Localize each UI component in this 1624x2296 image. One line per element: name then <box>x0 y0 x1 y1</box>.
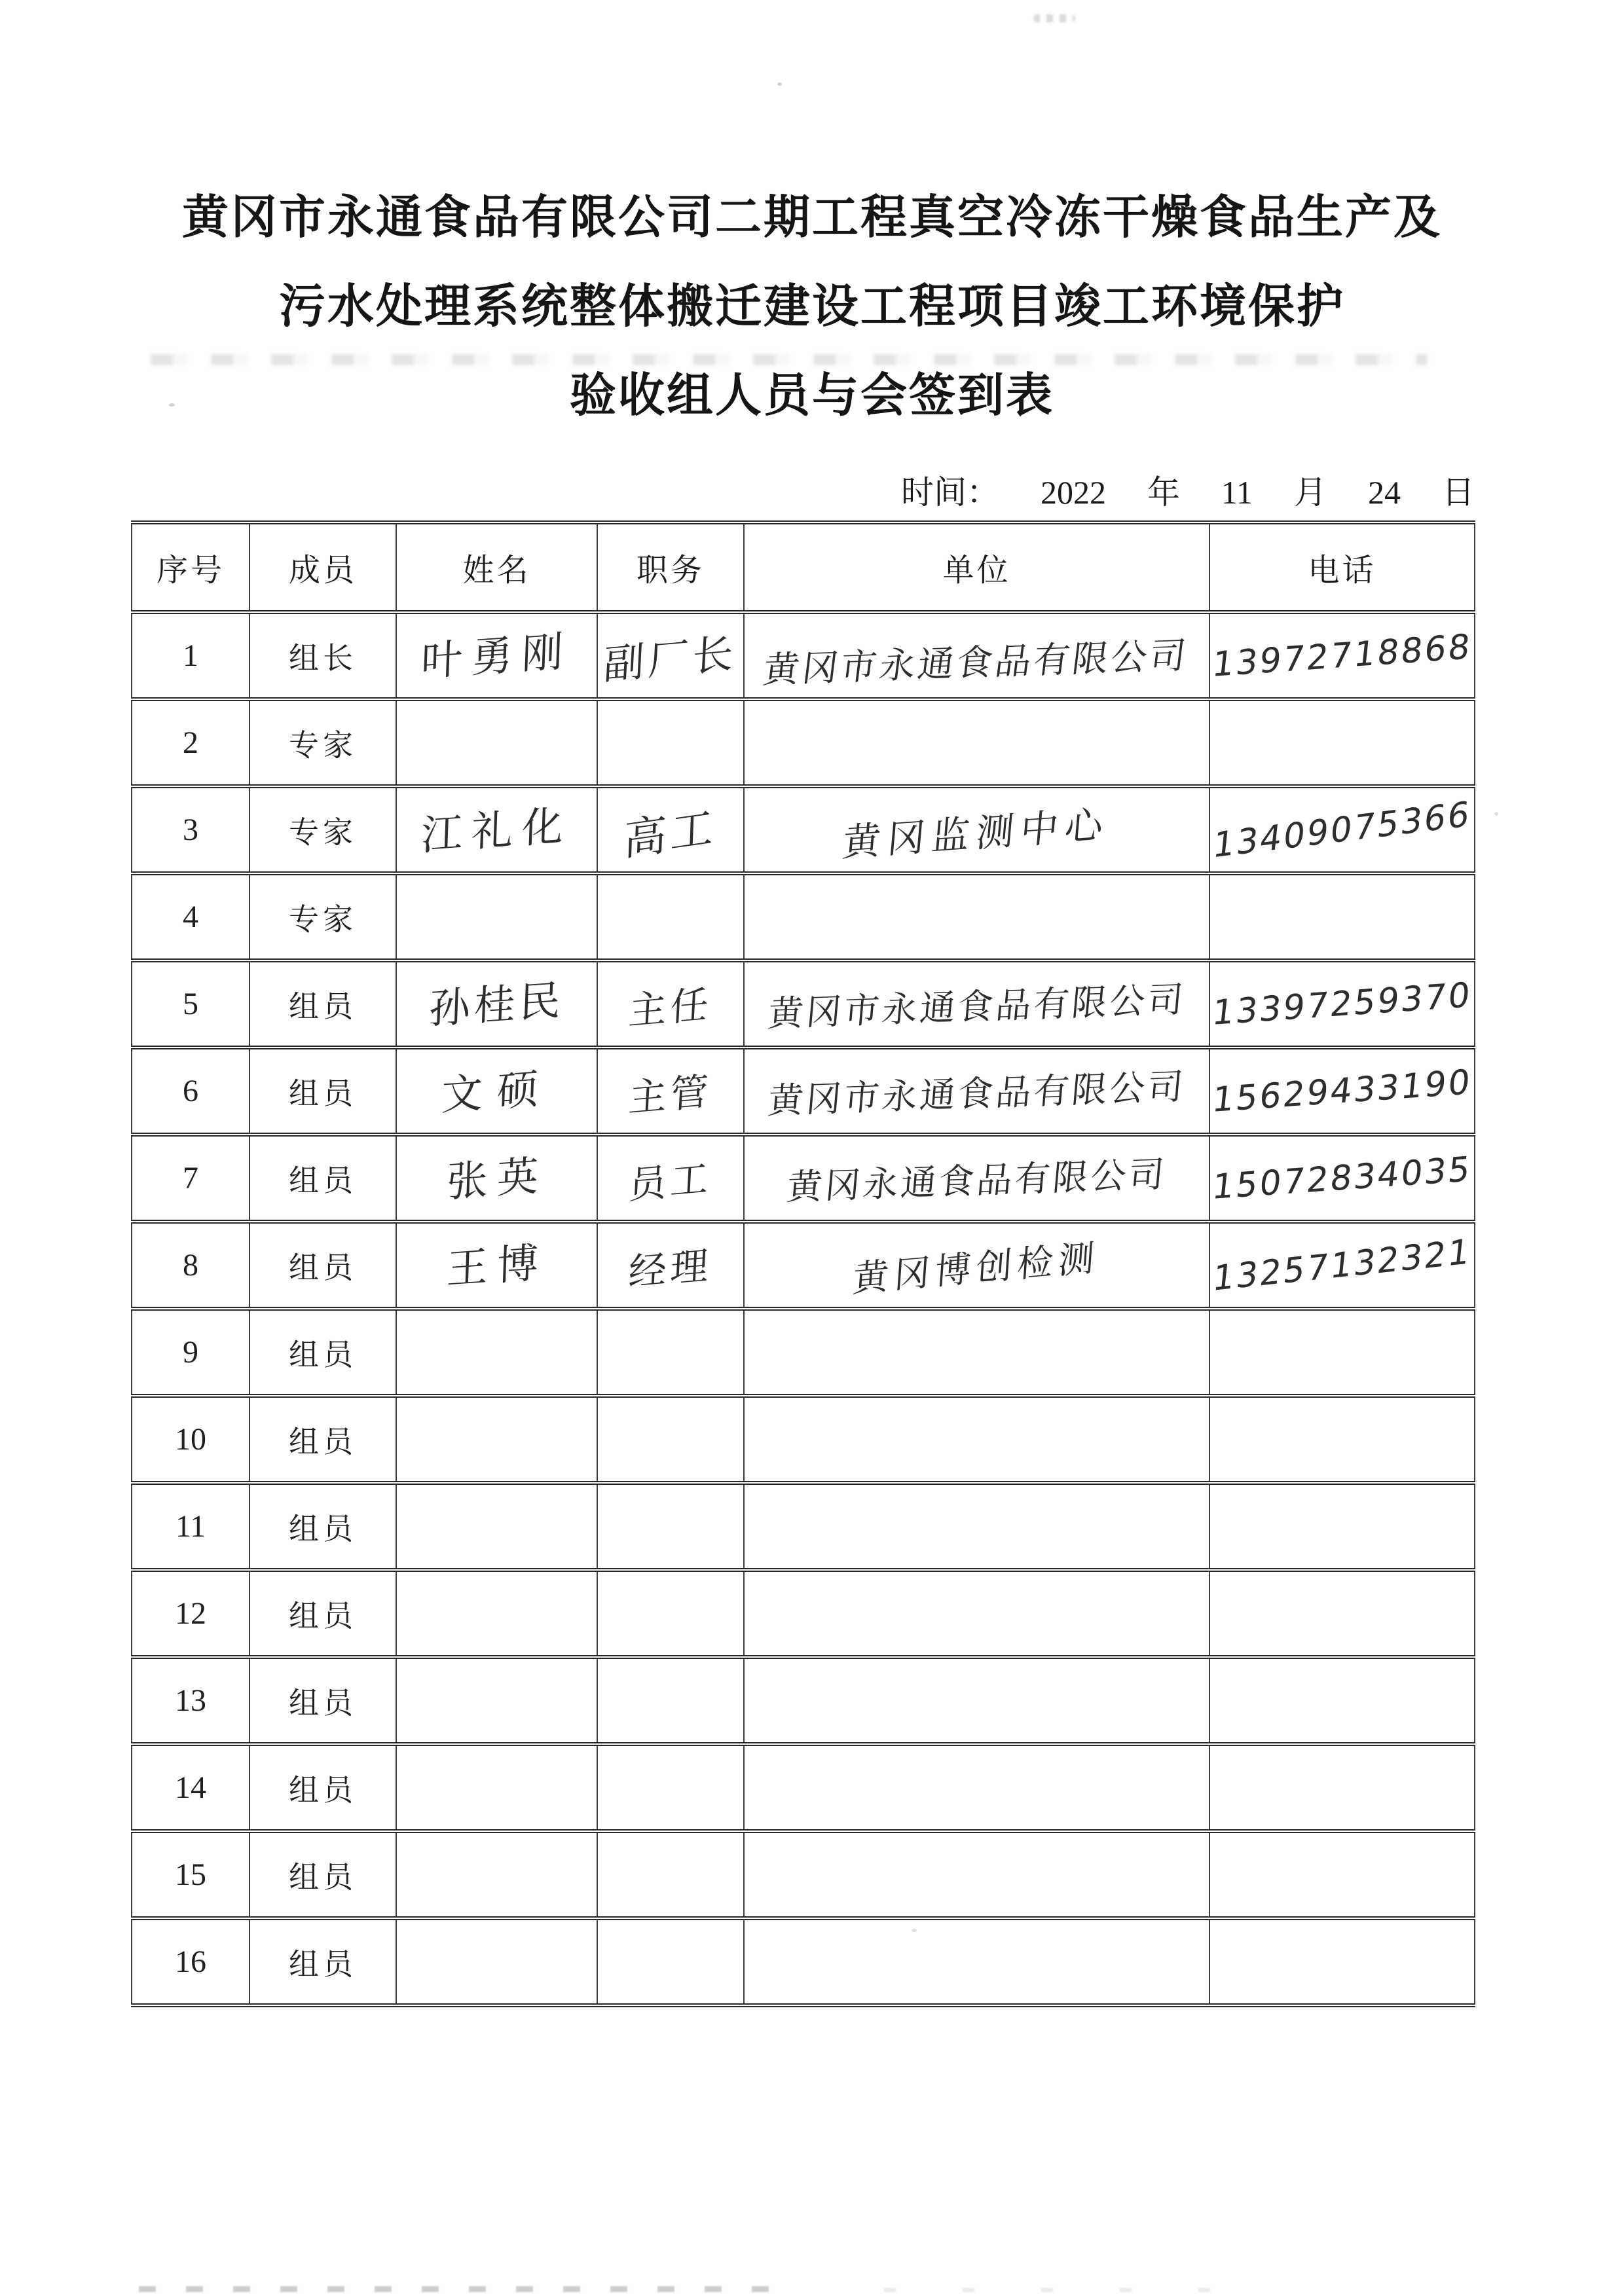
cell-job <box>597 873 744 960</box>
cell-name <box>396 1135 597 1222</box>
name-handwriting: 文硕 <box>440 1063 553 1120</box>
cell-unit <box>744 1744 1209 1831</box>
header-cell-3: 职务 <box>597 522 744 612</box>
cell-phone <box>1209 960 1475 1048</box>
cell-name <box>396 612 597 699</box>
cell-phone <box>1209 1048 1475 1135</box>
cell-no <box>132 1744 249 1831</box>
phone-handwriting: 15072834035 <box>1210 1149 1474 1207</box>
role-text: 组员 <box>289 1425 357 1459</box>
job-handwriting: 副厂长 <box>602 629 739 689</box>
no-text: 15 <box>175 1857 206 1892</box>
cell-job <box>597 1831 744 1918</box>
cell-no <box>132 1918 249 2005</box>
role-text: 组员 <box>289 1860 357 1894</box>
table-row <box>132 1570 1475 1657</box>
time-month-unit: 月 <box>1294 474 1327 511</box>
table-row <box>132 1831 1475 1918</box>
cell-name <box>396 873 597 960</box>
role-text: 组员 <box>289 1773 357 1807</box>
cell-phone <box>1209 1135 1475 1222</box>
cell-unit <box>744 960 1209 1048</box>
header-cell-0: 序号 <box>132 522 249 612</box>
role-text: 组员 <box>289 1599 357 1633</box>
meeting-date-line <box>901 466 1475 519</box>
cell-no <box>132 786 249 873</box>
cell-name <box>396 1744 597 1831</box>
no-text: 14 <box>175 1770 206 1805</box>
cell-name <box>396 1309 597 1396</box>
cell-name <box>396 1831 597 1918</box>
cell-phone <box>1209 1309 1475 1396</box>
no-text: 3 <box>183 812 198 847</box>
table-row <box>132 612 1475 699</box>
cell-name <box>396 960 597 1048</box>
cell-phone <box>1209 1744 1475 1831</box>
cell-phone <box>1209 1483 1475 1570</box>
cell-job <box>597 1744 744 1831</box>
cell-phone <box>1209 612 1475 699</box>
name-handwriting: 孙桂民 <box>428 975 565 1034</box>
job-handwriting: 主任 <box>627 981 714 1034</box>
no-text: 8 <box>183 1248 198 1283</box>
phone-handwriting: 13257132321 <box>1210 1231 1474 1299</box>
cell-name <box>396 786 597 873</box>
cell-no <box>132 1222 249 1309</box>
table-row <box>132 873 1475 960</box>
cell-phone <box>1209 873 1475 960</box>
cell-name <box>396 1918 597 2005</box>
role-text: 组员 <box>289 989 357 1023</box>
table-row <box>132 1483 1475 1570</box>
cell-job <box>597 1483 744 1570</box>
role-text: 组员 <box>289 1686 357 1720</box>
cell-phone <box>1209 699 1475 786</box>
cell-job <box>597 1048 744 1135</box>
cell-job <box>597 1396 744 1483</box>
cell-job <box>597 786 744 873</box>
scan-artifact-bottom-noise <box>884 2288 1211 2292</box>
cell-unit <box>744 1918 1209 2005</box>
cell-unit <box>744 1135 1209 1222</box>
cell-no <box>132 1309 249 1396</box>
role-text: 组员 <box>289 1338 357 1372</box>
phone-handwriting: 15629433190 <box>1210 1062 1474 1120</box>
role-text: 组员 <box>289 1163 357 1197</box>
cell-phone <box>1209 1918 1475 2005</box>
no-text: 11 <box>175 1509 206 1544</box>
job-handwriting: 高工 <box>623 801 718 866</box>
table-row <box>132 1918 1475 2005</box>
cell-job <box>597 1570 744 1657</box>
cell-no <box>132 612 249 699</box>
cell-role <box>249 612 396 699</box>
cell-unit <box>744 1048 1209 1135</box>
cell-name <box>396 1396 597 1483</box>
no-text: 9 <box>183 1335 198 1370</box>
cell-name <box>396 1483 597 1570</box>
table-row <box>132 1222 1475 1309</box>
unit-handwriting: 黄冈市永通食品有限公司 <box>760 634 1191 691</box>
name-handwriting: 叶勇刚 <box>420 627 573 686</box>
cell-no <box>132 1396 249 1483</box>
table-row <box>132 1135 1475 1222</box>
table-row <box>132 1048 1475 1135</box>
cell-no <box>132 699 249 786</box>
scan-artifact-speck <box>777 82 782 86</box>
table-row <box>132 699 1475 786</box>
name-handwriting: 王博 <box>445 1238 548 1294</box>
cell-phone <box>1209 1570 1475 1657</box>
role-text: 专家 <box>289 815 357 849</box>
phone-handwriting: 13409075366 <box>1211 793 1473 866</box>
header-cell-4: 单位 <box>744 522 1209 612</box>
cell-unit <box>744 1222 1209 1309</box>
no-text: 16 <box>175 1944 206 1979</box>
name-handwriting: 江礼化 <box>420 801 573 860</box>
job-handwriting: 经理 <box>627 1242 714 1295</box>
cell-job <box>597 960 744 1048</box>
document-title-line-1: 黄冈市永通食品有限公司二期工程真空冷冻干燥食品生产及 <box>181 192 1442 244</box>
cell-name <box>396 699 597 786</box>
unit-handwriting: 黄冈市永通食品有限公司 <box>766 978 1187 1035</box>
document-title-line-3: 验收组人员与会签到表 <box>569 370 1054 422</box>
table-row <box>132 960 1475 1048</box>
table-row <box>132 1657 1475 1744</box>
cell-role <box>249 1222 396 1309</box>
header-cell-1: 成员 <box>249 522 396 612</box>
cell-role <box>249 786 396 873</box>
cell-phone <box>1209 1396 1475 1483</box>
cell-no <box>132 1048 249 1135</box>
cell-role <box>249 1396 396 1483</box>
document-title-line-2: 污水处理系统整体搬迁建设工程项目竣工环境保护 <box>278 281 1345 333</box>
job-handwriting: 员工 <box>627 1155 714 1208</box>
role-text: 组员 <box>289 1250 357 1285</box>
cell-role <box>249 1483 396 1570</box>
time-label: 时间： <box>901 474 999 511</box>
cell-name <box>396 1222 597 1309</box>
no-text: 4 <box>183 900 198 934</box>
cell-role <box>249 1831 396 1918</box>
role-text: 专家 <box>289 902 357 936</box>
header-cell-2: 姓名 <box>396 522 597 612</box>
unit-handwriting: 黄冈市永通食品有限公司 <box>766 1065 1187 1122</box>
time-month-value: 11 <box>1221 474 1253 511</box>
cell-job <box>597 699 744 786</box>
role-text: 组员 <box>289 1076 357 1110</box>
cell-no <box>132 1135 249 1222</box>
cell-unit <box>744 612 1209 699</box>
cell-no <box>132 873 249 960</box>
cell-phone <box>1209 786 1475 873</box>
cell-name <box>396 1570 597 1657</box>
table-row <box>132 786 1475 873</box>
phone-handwriting: 13397259370 <box>1210 975 1474 1033</box>
cell-unit <box>744 1570 1209 1657</box>
time-year-value: 2022 <box>1040 474 1106 511</box>
document-title <box>0 173 1624 441</box>
cell-no <box>132 960 249 1048</box>
cell-role <box>249 1048 396 1135</box>
cell-unit <box>744 873 1209 960</box>
time-day-unit: 日 <box>1441 474 1475 511</box>
header-cell-5: 电话 <box>1209 522 1475 612</box>
sign-in-table <box>131 520 1475 2007</box>
scan-artifact-ghost-text-line <box>151 354 1428 365</box>
cell-role <box>249 1570 396 1657</box>
cell-unit <box>744 786 1209 873</box>
table-header-row <box>132 522 1475 612</box>
cell-job <box>597 1135 744 1222</box>
no-text: 12 <box>175 1596 206 1631</box>
cell-unit <box>744 1396 1209 1483</box>
no-text: 7 <box>183 1161 198 1195</box>
cell-job <box>597 1309 744 1396</box>
unit-handwriting: 黄冈永通食品有限公司 <box>784 1153 1168 1209</box>
cell-role <box>249 1135 396 1222</box>
cell-no <box>132 1831 249 1918</box>
cell-job <box>597 1918 744 2005</box>
no-text: 13 <box>175 1683 206 1718</box>
table-row <box>132 1309 1475 1396</box>
cell-phone <box>1209 1657 1475 1744</box>
unit-handwriting: 黄冈监测中心 <box>841 801 1112 866</box>
cell-role <box>249 1744 396 1831</box>
cell-name <box>396 1048 597 1135</box>
table-row <box>132 1396 1475 1483</box>
role-text: 专家 <box>289 728 357 762</box>
cell-unit <box>744 1483 1209 1570</box>
scan-artifact-bottom-noise <box>139 2286 781 2292</box>
no-text: 5 <box>183 987 198 1021</box>
cell-role <box>249 699 396 786</box>
cell-role <box>249 1309 396 1396</box>
cell-unit <box>744 1309 1209 1396</box>
cell-no <box>132 1483 249 1570</box>
cell-job <box>597 1657 744 1744</box>
unit-handwriting: 黄冈博创检测 <box>851 1236 1101 1300</box>
cell-phone <box>1209 1831 1475 1918</box>
no-text: 1 <box>183 638 198 673</box>
cell-phone <box>1209 1222 1475 1309</box>
cell-role <box>249 960 396 1048</box>
scan-artifact-top-speck <box>1033 14 1075 22</box>
time-day-value: 24 <box>1368 474 1401 511</box>
role-text: 组员 <box>289 1947 357 1981</box>
no-text: 6 <box>183 1074 198 1108</box>
scan-artifact-speck <box>1494 812 1498 816</box>
cell-unit <box>744 1831 1209 1918</box>
role-text: 组员 <box>289 1512 357 1546</box>
cell-role <box>249 1918 396 2005</box>
cell-unit <box>744 1657 1209 1744</box>
name-handwriting: 张英 <box>445 1151 548 1207</box>
table-row <box>132 1744 1475 1831</box>
cell-job <box>597 1222 744 1309</box>
job-handwriting: 主管 <box>627 1068 714 1121</box>
cell-role <box>249 1657 396 1744</box>
phone-handwriting: 13972718868 <box>1210 627 1474 685</box>
cell-no <box>132 1570 249 1657</box>
cell-unit <box>744 699 1209 786</box>
cell-no <box>132 1657 249 1744</box>
cell-role <box>249 873 396 960</box>
no-text: 10 <box>175 1422 206 1457</box>
cell-job <box>597 612 744 699</box>
cell-name <box>396 1657 597 1744</box>
time-year-unit: 年 <box>1147 474 1180 511</box>
role-text: 组长 <box>289 641 357 675</box>
no-text: 2 <box>183 725 198 760</box>
